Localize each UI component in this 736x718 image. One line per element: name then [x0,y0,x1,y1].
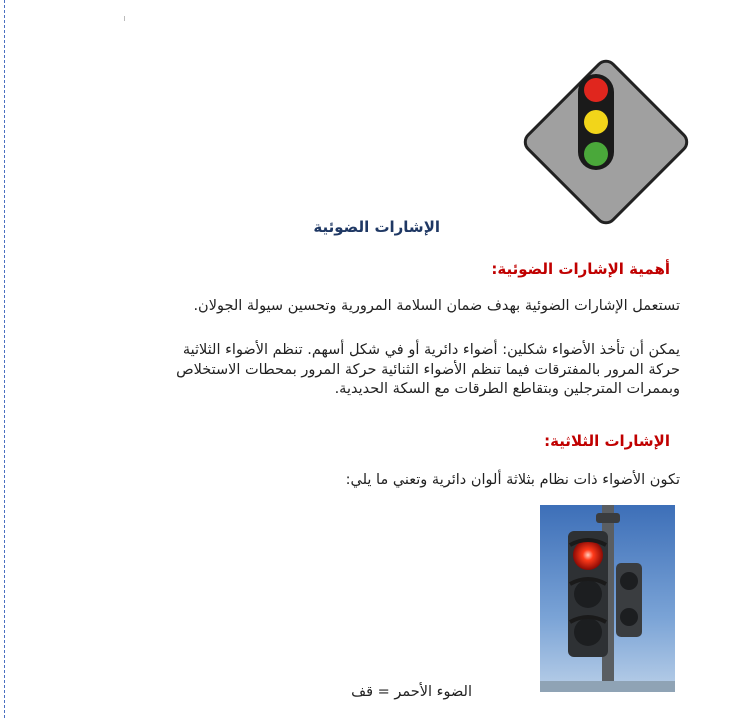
paragraph-line: وبممرات المترجلين وبتقاطع الطرقات مع السكة الحديدية. [334,381,680,397]
paragraph-line: حركة المرور بالمفترقات فيما تنظم الأضواء الثنائية حركة المرور بمحطات الاستخلاص [176,361,680,378]
sign-yellow-light [584,110,608,134]
header-mark [124,16,125,21]
triple-intro: تكون الأضواء ذات نظام بثلاثة ألوان دائرية وتعني ما يلي: [345,472,680,488]
paragraph-line: يمكن أن تأخذ الأضواء شكلين: أضواء دائرية أو في شكل أسهم. تنظم الأضواء الثلاثية [182,342,680,358]
triple-heading: الإشارات الثلاثية: [544,432,670,450]
importance-paragraph-1: تستعمل الإشارات الضوئية بهدف ضمان السلامة المرورية وتحسين سيولة الجولان. [193,298,680,314]
page-title: الإشارات الضوئية [313,218,440,236]
importance-paragraph-2 [176,341,680,400]
sign-red-light [584,78,608,102]
traffic-light-diamond-sign-icon [516,52,696,232]
page-left-border [4,0,5,718]
importance-heading: أهمية الإشارات الضوئية: [491,260,670,278]
red-light-caption: الضوء الأحمر = قف [351,684,472,700]
sign-green-light [584,142,608,166]
traffic-light-photo [540,505,675,692]
